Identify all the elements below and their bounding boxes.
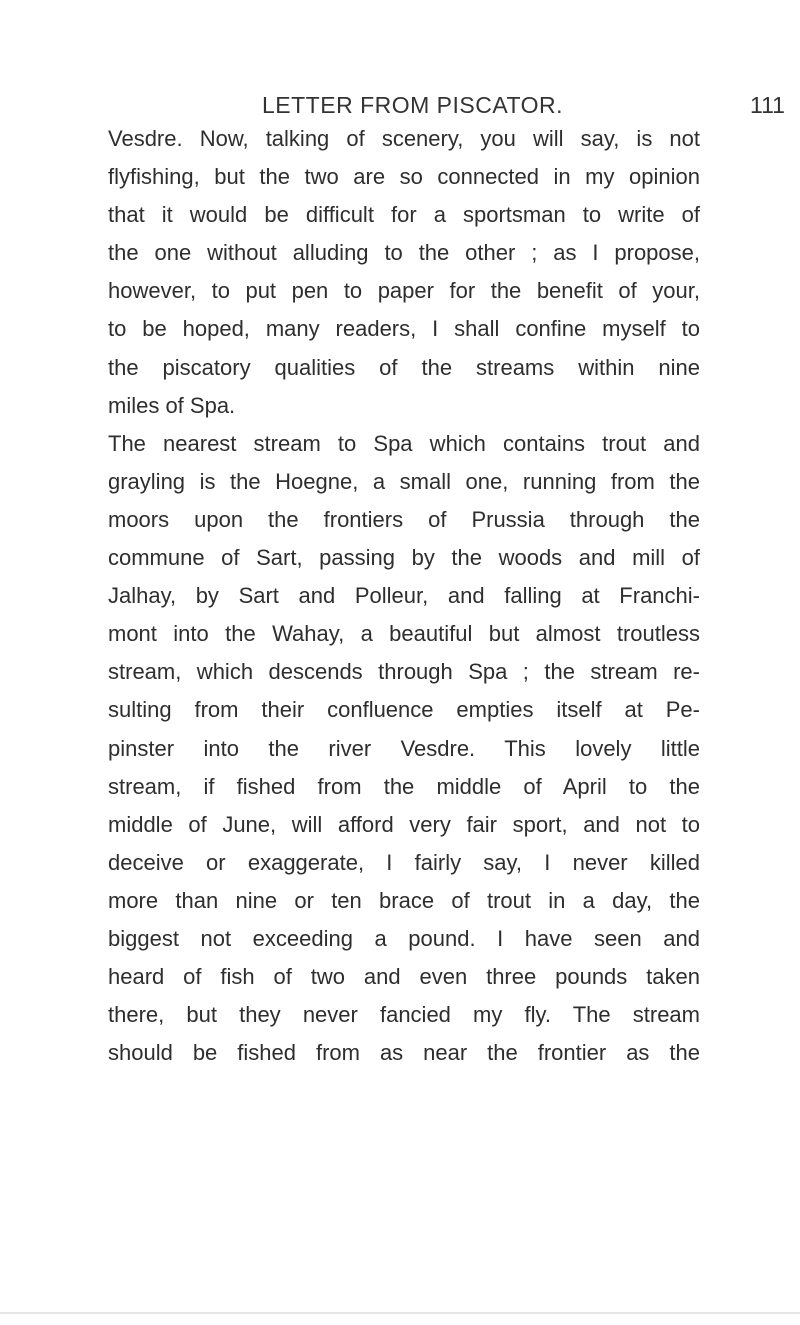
page-number: 111 [750,92,785,118]
running-title: LETTER FROM PISCATOR. [262,92,564,118]
text-line: pinster into the river Vesdre. This lovely little [108,735,700,761]
text-line: commune of Sart, passing by the woods and mill of [108,545,700,571]
text-line: Jalhay, by Sart and Polleur, and falling at Franchi- [108,583,700,609]
text-line: mont into the Wahay, a beautiful but almost troutless [108,621,700,647]
text-line: flyfishing, but the two are so connected in my opinion [108,164,700,190]
text-line: however, to put pen to paper for the benefit of your, [108,278,700,304]
page-edge-divider [0,1312,800,1314]
text-line: should be fished from as near the frontier as the [108,1040,700,1066]
text-line: grayling is the Hoegne, a small one, running from the [108,468,700,494]
text-line: the one without alluding to the other ; as I propose, [108,240,700,266]
text-line: that it would be difficult for a sportsman to write of [108,202,700,228]
text-line: the piscatory qualities of the streams within nine [108,354,700,380]
text-line: moors upon the frontiers of Prussia through the [108,506,700,532]
text-line: deceive or exaggerate, I fairly say, I never killed [108,849,700,875]
text-line: biggest not exceeding a pound. I have seen and [108,925,700,951]
text-line: stream, if fished from the middle of April to the [108,773,700,799]
text-line: heard of fish of two and even three pounds taken [108,964,700,990]
text-line: middle of June, will afford very fair sport, and not to [108,811,700,837]
text-line: more than nine or ten brace of trout in a day, the [108,887,700,913]
text-line: The nearest stream to Spa which contains trout and [108,430,700,456]
body-text [108,120,700,1072]
text-line: sulting from their confluence empties itself at Pe- [108,697,700,723]
text-line: stream, which descends through Spa ; the stream re- [108,659,700,685]
text-line: Vesdre. Now, talking of scenery, you will say, is not [108,126,700,151]
text-line: to be hoped, many readers, I shall confine myself to [108,316,700,342]
text-line: miles of Spa. [108,392,236,418]
text-line: there, but they never fancied my fly. The stream [108,1002,700,1028]
